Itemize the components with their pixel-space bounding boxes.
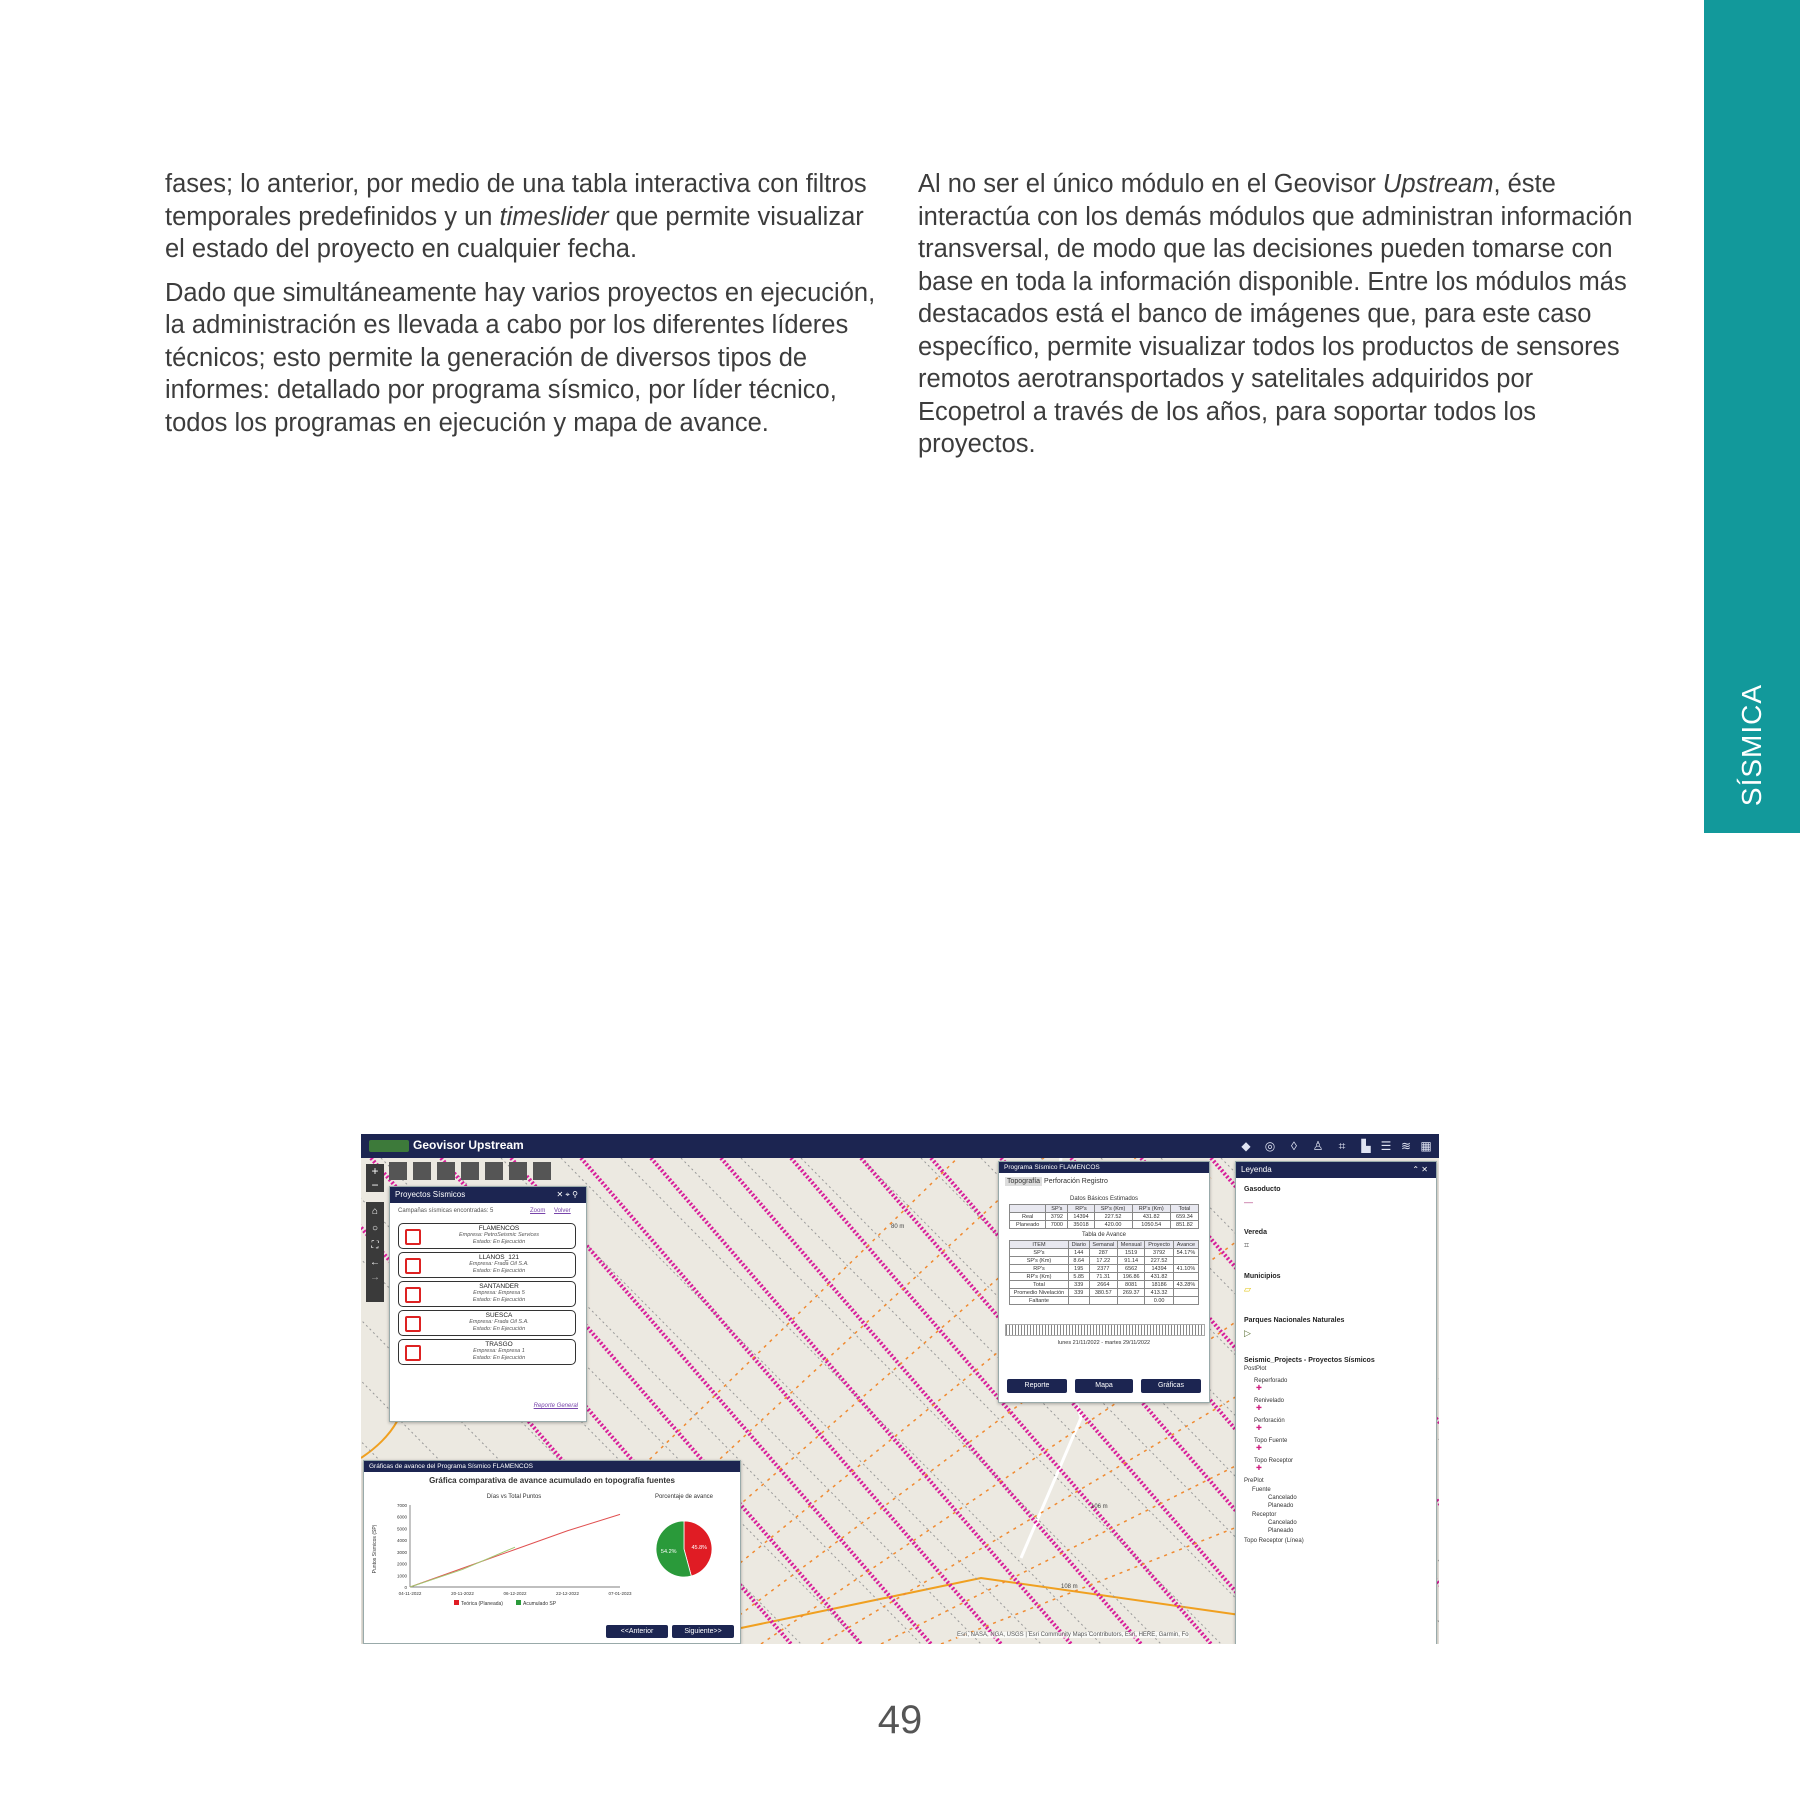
y-tick-label: 0 [404,1585,407,1590]
legend-swatch-icon: — [1244,1197,1253,1207]
project-label: SANTANDER Empresa: Empresa 5 Estado: En Ejecución [472,1283,526,1303]
collapse-close-icon[interactable]: ⌃ ✕ [1412,1165,1428,1174]
legend-item-label: Reperforado [1254,1378,1288,1384]
layers-icon[interactable]: ≋ [1400,1139,1412,1153]
basemap-icon[interactable]: ◆ [1241,1139,1251,1153]
legend-swatch-icon: ⌗ [1244,1240,1250,1250]
legend-item-label: Cancelado [1268,1495,1297,1501]
y-tick-label: 1000 [396,1573,407,1579]
project-checkbox[interactable] [405,1345,421,1361]
x-tick-label: 06-12-2022 [503,1591,527,1596]
table-row: Planeado 7000 35018 420.00 1050.54 851.82 [1010,1221,1199,1229]
y-tick-label: 5000 [396,1526,407,1532]
chart-tool-icon[interactable] [461,1162,479,1180]
time-slider[interactable] [1005,1324,1205,1336]
found-count: Campañas sísmicas encontradas: 5 [398,1208,494,1214]
tab-registro[interactable]: Registro [1081,1178,1108,1185]
project-checkbox[interactable] [405,1287,421,1303]
map-attribution: Esri, NASA, NGA, USGS | Esri Community Maps Contributors, Esri, HERE, Garmin, Fo [957,1632,1189,1638]
project-item[interactable] [398,1223,576,1249]
legend-header: Leyenda ⌃ ✕ [1236,1162,1436,1178]
home-icon[interactable]: ⌂ [371,1206,379,1217]
route-icon[interactable] [413,1162,431,1180]
legend-item-label: Renivelado [1254,1398,1285,1404]
drop-icon[interactable]: ◊ [1291,1139,1297,1153]
list-icon[interactable]: ☰ [1380,1139,1392,1153]
graficas-button[interactable]: Gráficas [1141,1379,1201,1393]
legend-item-label: Topo Receptor [1254,1458,1294,1464]
paragraph: Al no ser el único módulo en el Geovisor Upstream, éste interactúa con los demás módulos que administran información transversal, de modo que las decisiones pueden tomarse con base en toda la información disponible. Entre los módulos más destacados está el banco de imágenes que, para este caso específico, permite visualizar todos los productos de sensores remotos aerotransportados y satelitales adquiridos por Ecopetrol a través de los años, para soportar todos los proyectos. [918,170,1633,458]
legend-swatch-icon: ▱ [1244,1284,1251,1294]
projects-panel [389,1186,587,1422]
table-header-row: ITEM Diario Semanal Mensual Proyecto Avance [1010,1241,1199,1249]
scale-label: 80 m [891,1224,905,1230]
table-header-row: SP's RP's SP's (Km) RP's (Km) Total [1010,1205,1199,1213]
table-row: SP's 144 287 1519 3792 54.17% [1010,1249,1199,1257]
report-link[interactable]: Reporte General [533,1403,578,1409]
print-icon[interactable] [533,1162,551,1180]
project-label: TRASGO Empresa: Empresa 1 Estado: En Ejecución [472,1341,526,1361]
y-tick-label: 2000 [396,1561,407,1567]
pie-label: 54.2% [660,1549,677,1556]
person-icon[interactable]: ♙ [1312,1139,1324,1153]
legend-symbol-icon: ✚ [1256,1425,1262,1432]
program-tabs [1005,1178,1108,1185]
program-panel-title: Programa Sísmico FLAMENCOS [999,1162,1209,1173]
page-number: 49 [877,1698,923,1742]
legend-item-label: Gasoducto [1244,1186,1281,1193]
volver-link[interactable]: Volver [554,1208,571,1214]
zoom-in-button[interactable]: + [371,1164,379,1178]
grid-icon[interactable]: ▦ [1420,1139,1432,1153]
xyz-icon[interactable]: ⌗ [1338,1139,1346,1153]
table-row: Real 3792 14394 227.52 431.82 659.34 [1010,1213,1199,1221]
y-axis-label: Puntos Sísmicos (SP) [372,1524,378,1574]
app-header [361,1134,1439,1158]
nav-toolbar [366,1202,384,1302]
mapa-button[interactable]: Mapa [1075,1379,1133,1393]
app-screenshot [361,1134,1439,1644]
text-column-left [165,168,885,450]
basic-table-title: Datos Básicos Estimados [1069,1196,1139,1202]
reporte-button[interactable]: Reporte [1007,1379,1067,1393]
legend-body [1244,1186,1429,1544]
back-icon[interactable]: ← [370,1257,380,1268]
project-checkbox[interactable] [405,1258,421,1274]
chart-panel [363,1460,741,1644]
legend-item-label: Perforación [1254,1418,1285,1424]
legend-swatch-icon: ▷ [1244,1328,1251,1338]
legend-group-title: Seismic_Projects - Proyectos Sísmicos [1244,1357,1375,1364]
table-row: RP's 195 2377 6562 14394 41.10% [1010,1265,1199,1273]
project-checkbox[interactable] [405,1316,421,1332]
circle-icon[interactable]: ○ [371,1223,379,1234]
legend-subgroup: Fuente [1252,1487,1271,1493]
ecopetrol-logo [369,1140,409,1152]
scale-label: 106 m [1091,1504,1108,1510]
legend-item-label: Topo Receptor (Línea) [1244,1538,1304,1544]
legend-item-label: Parques Nacionales Naturales [1244,1317,1345,1324]
circles-icon[interactable]: ◎ [1264,1139,1276,1153]
table-icon[interactable] [437,1162,455,1180]
close-icon[interactable]: ✕ ⌖ ⚲ [556,1190,578,1199]
legend-subgroup: PostPlot [1244,1366,1267,1372]
legend-panel [1235,1161,1437,1644]
table-row: RP's (Km) 5.85 71.31 196.86 431.82 [1010,1273,1199,1281]
legend-label: Acumulado SP [523,1601,557,1607]
legend-symbol-icon: ✚ [1256,1385,1262,1392]
legend-label: Teórica (Planeada) [461,1601,503,1607]
previous-button[interactable]: <<Anterior [606,1625,668,1638]
e-tool-icon[interactable] [389,1162,407,1180]
pie-title: Porcentaje de avance [654,1494,714,1500]
legend-item-label: Planeado [1268,1503,1294,1509]
basic-data-table [1009,1204,1199,1229]
legend-subgroup: PrePlot [1244,1478,1264,1484]
progress-chart [364,1489,740,1629]
y-tick-label: 3000 [396,1549,407,1555]
y-tick-label: 6000 [396,1514,407,1520]
y-tick-label: 4000 [396,1538,407,1544]
avance-table [1009,1240,1199,1305]
legend-item-label: Municipios [1244,1273,1281,1280]
project-label: SUESCA Empresa: Frada Oil S.A. Estado: En Ejecución [469,1312,529,1332]
tab-perforacion[interactable]: Perforación [1044,1178,1080,1185]
chart-panel-title: Gráficas de avance del Programa Sísmico FLAMENCOS [364,1461,740,1472]
legend-item-label: Vereda [1244,1229,1267,1236]
text-column-right [918,168,1638,472]
paragraph: Dado que simultáneamente hay varios proyectos en ejecución, la administración es llevada a cabo por los diferentes líderes técnicos; esto permite la generación de diversos tipos de informes: detallado por programa sísmico, por líder técnico, todos los programas en ejecución y mapa de avance. [165,278,876,437]
legend-symbol-icon: ✚ [1256,1465,1262,1472]
zoom-link[interactable]: Zoom [530,1208,546,1214]
legend-subgroup: Receptor [1252,1512,1277,1518]
x-tick-label: 04-11-2022 [398,1591,422,1596]
factory-icon[interactable]: ▙ [1361,1139,1371,1153]
legend-symbol-icon: ✚ [1256,1445,1262,1452]
project-checkbox[interactable] [405,1229,421,1245]
fullscreen-icon[interactable]: ⛶ [371,1240,379,1251]
y-tick-label: 7000 [396,1503,407,1508]
brush-icon[interactable] [509,1162,527,1180]
date-range: lunes 21/11/2022 - martes 29/11/2022 [1057,1340,1151,1346]
x-tick-label: 07-01-2023 [608,1591,632,1596]
projects-panel-header: Proyectos Sísmicos ✕ ⌖ ⚲ [390,1187,586,1203]
legend-swatch [454,1600,459,1605]
project-item[interactable] [398,1310,576,1336]
next-button[interactable]: Siguiente>> [672,1625,734,1638]
forward-icon[interactable]: → [370,1272,380,1283]
table-row: Promedio Nivelación 339 380.57 269.37 413.32 [1010,1289,1199,1297]
project-label: FLAMENCOS Empresa: PetroSeismic Services Estado: En Ejecución [458,1225,540,1245]
avance-table-title: Tabla de Avance [1082,1232,1126,1238]
target-icon[interactable] [485,1162,503,1180]
scale-label: 108 m [1061,1584,1078,1590]
legend-item-label: Planeado [1268,1528,1294,1534]
table-row: Faltante 0.00 [1010,1297,1199,1305]
table-row: SP's (Km) 8.64 17.22 91.14 227.52 [1010,1257,1199,1265]
project-item[interactable] [398,1339,576,1365]
paragraph: fases; lo anterior, por medio de una tabla interactiva con filtros temporales predefinidos y un timeslider que permite visualizar el estado del proyecto en cualquier fecha. [165,170,867,263]
zoom-out-button[interactable]: − [371,1178,379,1192]
app-title: Geovisor Upstream [413,1138,524,1152]
project-item[interactable] [398,1281,576,1307]
zoom-controls [366,1164,384,1192]
legend-swatch [516,1600,521,1605]
legend-item-label: Cancelado [1268,1520,1297,1526]
top-toolbar [389,1162,579,1182]
pie-label: 45.8% [691,1544,708,1551]
x-tick-label: 20-11-2022 [451,1591,474,1596]
table-row: Total 339 2664 8081 18186 43.28% [1010,1281,1199,1289]
project-item[interactable] [398,1252,576,1278]
x-tick-label: 22-12-2022 [555,1591,580,1596]
project-label: LLANOS_121 Empresa: Frada Oil S.A. Estado: En Ejecución [469,1254,529,1274]
program-panel [998,1161,1210,1403]
chart-heading: Gráfica comparativa de avance acumulado en topografía fuentes [429,1476,675,1485]
section-tab-label: SÍSMICA [1736,683,1767,807]
legend-symbol-icon: ✚ [1256,1405,1262,1412]
chart-title: Días vs Total Puntos [486,1494,542,1500]
tab-topografia[interactable]: Topografía [1007,1178,1041,1185]
legend-item-label: Topo Fuente [1254,1438,1288,1444]
